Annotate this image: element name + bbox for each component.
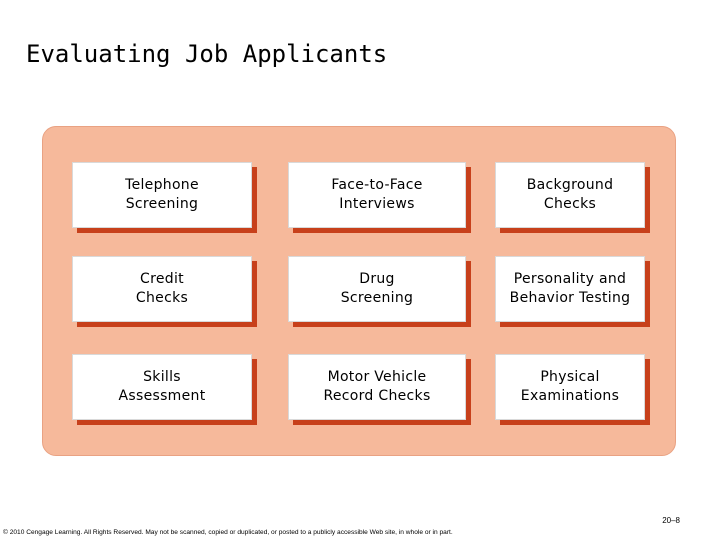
copyright-notice: © 2010 Cengage Learning. All Rights Reserved. May not be scanned, copied or duplicated, or posted to a publicly accessible Web site, in whole or in part.	[3, 529, 453, 536]
card-motor-vehicle-record-checks	[288, 354, 466, 420]
card-face-to-face-interviews	[288, 162, 466, 228]
card-skills-assessment	[72, 354, 252, 420]
card-label: Credit Checks	[135, 271, 189, 306]
card-label: Drug Screening	[340, 271, 414, 306]
slide-title: Evaluating Job Applicants	[26, 40, 388, 68]
card-background-checks	[495, 162, 645, 228]
card-label: Personality and Behavior Testing	[509, 271, 631, 306]
card-label: Motor Vehicle Record Checks	[323, 369, 431, 404]
card-credit-checks	[72, 256, 252, 322]
card-label: Telephone Screening	[125, 177, 199, 212]
card-physical-examinations	[495, 354, 645, 420]
card-label: Physical Examinations	[520, 369, 620, 404]
slide-number: 20–8	[662, 516, 680, 525]
card-telephone-screening	[72, 162, 252, 228]
card-label: Background Checks	[526, 177, 614, 212]
card-label: Skills Assessment	[118, 369, 206, 404]
card-label: Face-to-Face Interviews	[331, 177, 423, 212]
card-personality-behavior-testing	[495, 256, 645, 322]
card-drug-screening	[288, 256, 466, 322]
